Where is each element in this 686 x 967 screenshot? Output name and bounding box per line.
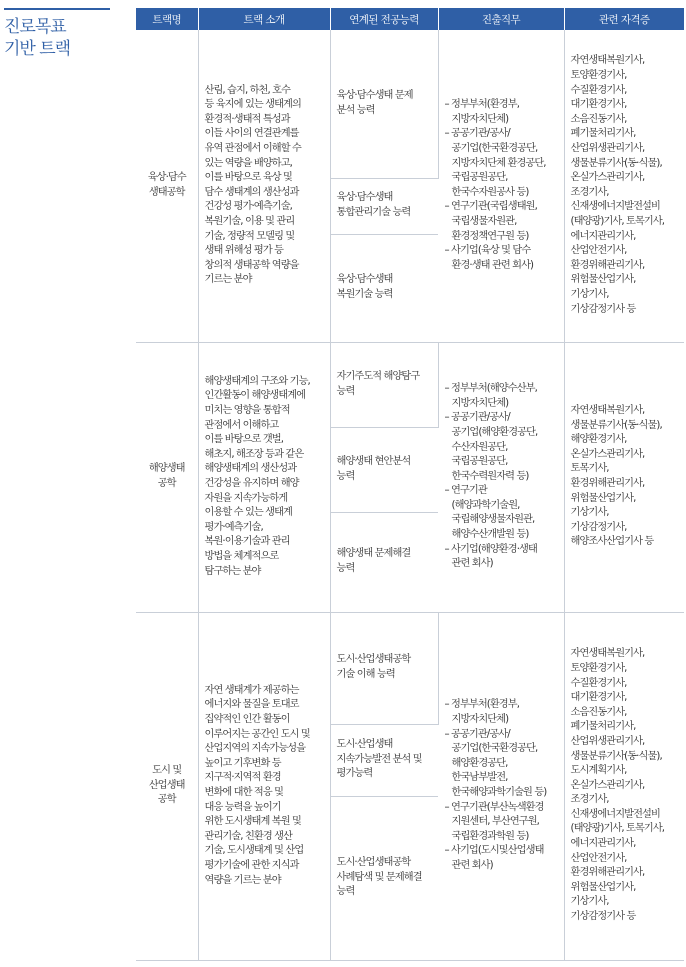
text-line: 통합관리기술 능력 [336, 207, 411, 218]
text-line: 소음진동기사, [570, 113, 627, 125]
text-line: 도시·산업생태공학 [336, 654, 411, 666]
section-title-line: 진로목표 [4, 17, 66, 37]
text-line: 위험물산업기사, [570, 492, 636, 504]
text-line: 이들 사이의 연결관계를 [204, 128, 299, 140]
text-line: 능력 [336, 385, 355, 397]
text-line: 기상감정기사 등 [570, 303, 636, 315]
text-line: 관리기술, 친환경 생산 [204, 830, 292, 842]
text-line: 자기주도적 해양탐구 [336, 370, 420, 382]
text-line: 자원을 지속가능하게 [204, 492, 288, 504]
text-line: – 사기업(도시및산업생태 [444, 845, 544, 857]
text-line: 도시계획기사, [570, 765, 627, 777]
text-line: 자연생태복원기사, [570, 648, 645, 660]
text-line: 한국해양과학기술원 등) [444, 787, 547, 798]
text-line: 육상·담수생태 문제 [336, 90, 413, 102]
text-line: 방법을 체계적으로 [204, 550, 279, 562]
text-line: 위험물산업기사, [570, 274, 636, 286]
text-line: 기술, 정량적 모델링 및 [204, 230, 295, 242]
text-line: 환경·생태 관련 회사) [444, 259, 534, 271]
text-line: 에너지관리기사, [570, 838, 636, 850]
section-title-line: 기반 트랙 [4, 39, 71, 59]
text-line: 산업위생관리기사, [570, 735, 645, 747]
text-line: 공학 [157, 478, 176, 489]
text-line: 해양생태계의 구조와 기능, [204, 375, 310, 387]
text-line: 변화에 대한 적응 및 [204, 787, 284, 798]
text-line: 등 육지에 있는 생태계의 [204, 99, 301, 111]
text-line: 이루어지는 공간인 도시 및 [204, 728, 310, 740]
text-line: 지방자치단체 환경공단, [444, 157, 546, 169]
text-line: 대기환경기사, [570, 99, 627, 111]
text-line: 자연생태복원기사, [570, 55, 645, 67]
text-line: 수산자원공단, [444, 441, 508, 453]
text-line: 폐기물처리기사, [570, 128, 636, 140]
text-line: – 사기업(육상 및 담수 [444, 245, 531, 257]
competency-cell [330, 724, 438, 796]
text-line: 기상감정기사 등 [570, 911, 636, 923]
text-line: 이용할 수 있는 생태계 [204, 507, 292, 519]
text-line: 이를 바탕으로 갯벌, [204, 434, 284, 446]
text-line: 토양환경기사, [570, 70, 627, 81]
text-line: (태양광)기사, 토목기사, [570, 215, 665, 227]
text-line: 지방자치단체) [444, 397, 509, 409]
track-jobs [438, 30, 564, 342]
text-line: 산업위생관리기사, [570, 142, 645, 154]
text-line: 집약적인 인간 활동이 [204, 714, 290, 726]
text-line: 해양생태 현안분석 [336, 455, 411, 467]
text-line: 해양생태 문제해결 [336, 548, 411, 560]
text-line: 산업지역의 지속가능성을 [204, 743, 306, 755]
text-line: 육상·담수 [147, 172, 186, 184]
text-line: 위한 도시생태계 복원 및 [204, 816, 301, 828]
track-intro [198, 342, 330, 612]
text-line: 생물분류기사(동·식물), [570, 157, 662, 169]
text-line: 육상·담수생태 [336, 192, 393, 204]
text-line: 조경기사, [570, 186, 609, 198]
text-line: 미치는 영향을 통합적 [204, 405, 290, 417]
text-line: 기술 이해 능력 [336, 669, 395, 680]
text-line: – 연구기관 [444, 485, 487, 497]
text-line: 생물분류기사(동·식물), [570, 419, 662, 431]
text-line: 해양수산개발원 등) [444, 529, 529, 541]
text-line: 에너지와 물질을 토대로 [204, 699, 299, 711]
track-intro [198, 30, 330, 342]
text-line: 토목기사, [570, 463, 609, 475]
text-line: 해양환경기사, [570, 434, 627, 446]
text-line: 지속가능발전 분석 및 [336, 753, 422, 765]
text-line: 지구적·지역적 환경 [204, 772, 281, 784]
text-line: 대응 능력을 높이기 [204, 801, 281, 813]
text-line: 환경위해관리기사, [570, 478, 645, 489]
text-line: 환경적·생태적 특성과 [204, 113, 290, 125]
text-line: 위험물산업기사, [570, 881, 636, 893]
text-line: 신재생에너지발전설비 [570, 808, 660, 820]
text-line: 복원기술, 이용 및 관리 [204, 215, 295, 227]
text-line: 건강성을 유지하며 해양 [204, 478, 299, 489]
text-line: 환경정책연구원 등) [444, 230, 529, 242]
track-certs [564, 30, 684, 342]
text-line: 자연 생태계가 제공하는 [204, 684, 299, 696]
text-line: 공기업(해양환경공단, [444, 426, 538, 438]
text-line: 도시·산업생태공학 [336, 857, 411, 869]
text-line: 기상기사, [570, 288, 609, 300]
text-line: 평가기술에 관한 지식과 [204, 859, 299, 871]
track-jobs [438, 342, 564, 612]
text-line: 환경위해관리기사, [570, 259, 645, 271]
text-line: 인간활동이 해양생태계에 [204, 390, 306, 402]
text-line: 대기환경기사, [570, 692, 627, 704]
text-line: 해초지, 해조장 등과 같은 [204, 448, 304, 460]
track-name [136, 30, 198, 342]
text-line: – 연구기관(부산녹색환경 [444, 801, 544, 813]
text-line: 해양생태 [148, 463, 185, 475]
header-jobs: 진출직무 [438, 8, 564, 30]
text-line: 국립공원공단, [444, 456, 508, 468]
text-line: – 정부부처(환경부, [444, 99, 520, 111]
text-line: 기술, 도시생태계 및 산업 [204, 845, 304, 857]
text-line: 건강성 평가·예측기술, [204, 201, 292, 213]
table-row [136, 342, 684, 427]
competency-cell [330, 234, 438, 342]
text-line: – 연구기관(국립생태원, [444, 201, 537, 213]
text-line: 유역 관점에서 이해할 수 [204, 142, 301, 154]
text-line: 지원센터, 부산연구원, [444, 816, 539, 828]
text-line: 기상기사, [570, 896, 609, 908]
competency-cell [330, 512, 438, 612]
text-line: 도시 및 [152, 765, 182, 777]
text-line: 소음진동기사, [570, 706, 627, 718]
text-line: 기상감정기사, [570, 521, 627, 533]
track-name [136, 342, 198, 612]
competency-cell [330, 30, 438, 178]
text-line: (태양광)기사, 토목기사, [570, 823, 665, 835]
text-line: 산업안전기사, [570, 852, 627, 864]
text-line: 관련 회사) [444, 558, 493, 570]
competency-cell [330, 796, 438, 960]
text-line: – 사기업(해양환경·생태 [444, 543, 537, 555]
text-line: 온실가스관리기사, [570, 172, 645, 184]
text-line: 토양환경기사, [570, 662, 627, 674]
text-line: 산업생태 [148, 779, 185, 791]
track-certs [564, 612, 684, 960]
text-line: (해양과학기술원, [444, 499, 520, 511]
text-line: 조경기사, [570, 794, 609, 806]
text-line: 공학 [157, 794, 176, 806]
text-line: – 정부부처(해양수산부, [444, 383, 537, 395]
text-line: 이를 바탕으로 육상 및 [204, 172, 292, 184]
header-track-name: 트랙명 [136, 8, 198, 30]
text-line: 지방자치단체) [444, 113, 509, 125]
text-line: 지방자치단체) [444, 714, 509, 726]
text-line: 역량을 기르는 분야 [204, 874, 281, 886]
text-line: 공기업(한국환경공단, [444, 743, 538, 755]
text-line: 관련 회사) [444, 859, 493, 871]
text-line: 창의적 생태공학 역량을 [204, 259, 299, 271]
text-line: 국립환경과학원 등) [444, 830, 529, 842]
text-line: 국립생물자원관, [444, 215, 517, 227]
text-line: 관점에서 이해하고 [204, 419, 279, 431]
section-title [4, 8, 110, 60]
track-certs [564, 342, 684, 612]
text-line: 온실가스관리기사, [570, 779, 645, 791]
competency-cell [330, 342, 438, 427]
text-line: 능력 [336, 470, 355, 482]
text-line: 담수 생태계의 생산성과 [204, 186, 299, 198]
text-line: 사례탐색 및 문제해결 [336, 871, 422, 883]
text-line: 수질환경기사, [570, 84, 627, 96]
text-line: 에너지관리기사, [570, 230, 636, 242]
text-line: 해양조사산업기사 등 [570, 536, 654, 548]
text-line: 한국수자원공사 등) [444, 186, 529, 198]
text-line: 공기업(한국환경공단, [444, 142, 538, 154]
text-line: 산림, 습지, 하천, 호수 [204, 84, 291, 96]
track-intro [198, 612, 330, 960]
track-jobs [438, 612, 564, 960]
track-name [136, 612, 198, 960]
competency-cell [330, 612, 438, 724]
text-line: 생물분류기사(동·식물), [570, 750, 662, 762]
table-row [136, 612, 684, 724]
text-line: – 공공기관/공사/ [444, 128, 510, 140]
text-line: 분석 능력 [336, 104, 375, 116]
text-line: 도시·산업생태 [336, 739, 393, 751]
header-competency: 연계된 전공능력 [330, 8, 438, 30]
text-line: 신재생에너지발전설비 [570, 201, 660, 213]
text-line: 온실가스관리기사, [570, 448, 645, 460]
text-line: 기상기사, [570, 507, 609, 519]
header-certs: 관련 자격증 [564, 8, 684, 30]
text-line: 한국수력원자력 등) [444, 470, 529, 482]
text-line: 자연생태복원기사, [570, 405, 645, 417]
competency-cell [330, 427, 438, 512]
competency-cell [330, 178, 438, 234]
text-line: 산업안전기사, [570, 245, 627, 257]
text-line: 폐기물처리기사, [570, 721, 636, 733]
text-line: 한국남부발전, [444, 772, 508, 784]
text-line: 국립해양생물자원관, [444, 514, 535, 526]
text-line: 생태공학 [148, 186, 185, 198]
text-line: 능력 [336, 886, 355, 898]
text-line: 복원·이용기술과 관리 [204, 536, 290, 548]
text-line: 평가능력 [336, 768, 373, 780]
text-line: – 공공기관/공사/ [444, 728, 510, 740]
header-track-intro: 트랙 소개 [198, 8, 330, 30]
text-line: 생태 위해성 평가 등 [204, 245, 284, 257]
text-line: 능력 [336, 563, 355, 574]
text-line: 국립공원공단, [444, 172, 508, 184]
text-line: – 정부부처(환경부, [444, 699, 520, 711]
text-line: 육상·담수생태 [336, 274, 393, 286]
table-header-row [136, 8, 684, 30]
text-line: 기르는 분야 [204, 274, 252, 286]
text-line: 복원기술 능력 [336, 289, 393, 300]
text-line: 환경위해관리기사, [570, 867, 645, 879]
table-row [136, 30, 684, 178]
text-line: 탐구하는 분야 [204, 565, 261, 577]
text-line: 해양생태계의 생산성과 [204, 463, 297, 475]
text-line: 해양환경공단, [444, 757, 508, 769]
text-line: 있는 역량을 배양하고, [204, 157, 292, 169]
text-line: 평가·예측기술, [204, 521, 263, 533]
text-line: 높이고 기후변화 등 [204, 757, 281, 769]
text-line: – 공공기관/공사/ [444, 412, 510, 424]
track-table [136, 8, 684, 961]
text-line: 수질환경기사, [570, 677, 627, 689]
